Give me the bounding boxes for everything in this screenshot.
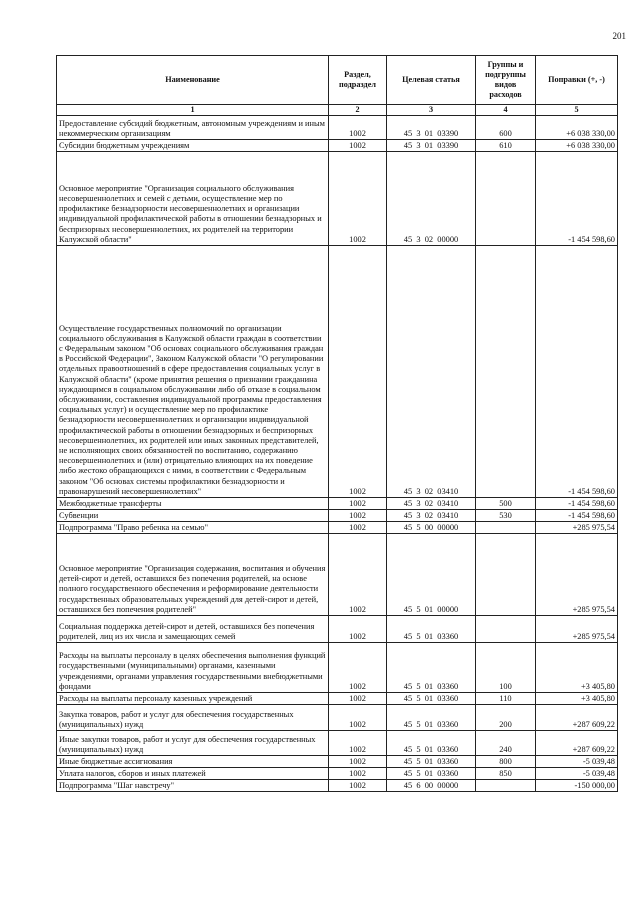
row-expense-group: 530 (476, 510, 536, 522)
page-number: 201 (612, 31, 626, 41)
table-row (57, 616, 618, 643)
header-amendments: Поправки (+, -) (536, 56, 618, 105)
row-name: Осуществление государственных полномочий по организации социального обслуживания в Калужской области граждан в соответствии с Федеральным законом "Об основах социального обслуживания граждан в Российской Федерации", Законом Калужской области "О регулировании отдельных правоотношений в сфере предоставления социальных услуг в Калужской области" (кроме принятия решения о признании гражданина нуждающимся в социальном обслуживании либо об отказе в социальном обслуживании, составления индивидуальной программы предоставления социальных услуг) и осуществление мер по профилактике безнадзорности несовершеннолетних и организации индивидуальной профилактической работы в отношении безнадзорных и беспризорных несовершеннолетних, их родителей или иных законных представителей, не исполняющих своих обязанностей по воспитанию, содержанию несовершеннолетних и (или) отрицательно влияющих на их поведение либо жестоко обращающихся с ними, в соответствии с Федеральным законом "Об основах системы профилактики безнадзорности и правонарушений несовершеннолетних" (57, 246, 329, 498)
row-name: Межбюджетные трансферты (57, 498, 329, 510)
row-name: Расходы на выплаты персоналу казенных учреждений (57, 693, 329, 705)
table-row (57, 768, 618, 780)
row-amount: +287 609,22 (536, 705, 618, 731)
column-number: 4 (476, 105, 536, 116)
row-section: 1002 (329, 693, 387, 705)
row-amount: -1 454 598,60 (536, 498, 618, 510)
row-target-item: 45 5 01 03360 (387, 705, 476, 731)
table-row (57, 705, 618, 731)
table-row (57, 246, 618, 498)
budget-amendments-table (56, 55, 618, 792)
row-target-item: 45 5 01 03360 (387, 768, 476, 780)
table-row (57, 534, 618, 616)
row-expense-group: 850 (476, 768, 536, 780)
row-target-item: 45 3 01 03390 (387, 140, 476, 152)
row-amount: +6 038 330,00 (536, 140, 618, 152)
row-section: 1002 (329, 768, 387, 780)
row-section: 1002 (329, 140, 387, 152)
row-target-item: 45 5 00 00000 (387, 522, 476, 534)
row-section: 1002 (329, 643, 387, 693)
row-amount: +285 975,54 (536, 522, 618, 534)
row-expense-group: 200 (476, 705, 536, 731)
row-amount: +6 038 330,00 (536, 116, 618, 140)
row-expense-group: 600 (476, 116, 536, 140)
row-amount: +285 975,54 (536, 534, 618, 616)
row-target-item: 45 3 01 03390 (387, 116, 476, 140)
row-name: Субсидии бюджетным учреждениям (57, 140, 329, 152)
row-section: 1002 (329, 510, 387, 522)
row-section: 1002 (329, 152, 387, 246)
table-row (57, 116, 618, 140)
column-number: 5 (536, 105, 618, 116)
row-name: Уплата налогов, сборов и иных платежей (57, 768, 329, 780)
row-expense-group (476, 534, 536, 616)
row-section: 1002 (329, 116, 387, 140)
row-expense-group (476, 522, 536, 534)
header-expense-groups: Группы и подгруппы видов расходов (476, 56, 536, 105)
row-target-item: 45 5 01 03360 (387, 616, 476, 643)
row-expense-group: 610 (476, 140, 536, 152)
row-expense-group (476, 246, 536, 498)
row-amount: -1 454 598,60 (536, 152, 618, 246)
row-amount: -150 000,00 (536, 780, 618, 792)
row-name: Основное мероприятие "Организация социального обслуживания несовершеннолетних и семей с детьми, осуществление мер по профилактике безнадзорности несовершеннолетних и организации индивидуальной профилактической работы в отношении безнадзорных и беспризорных несовершеннолетних, их родителей на территории Калужской области" (57, 152, 329, 246)
table-row (57, 510, 618, 522)
row-section: 1002 (329, 731, 387, 756)
table-row (57, 693, 618, 705)
row-section: 1002 (329, 534, 387, 616)
row-expense-group: 800 (476, 756, 536, 768)
row-target-item: 45 5 01 03360 (387, 731, 476, 756)
table-row (57, 643, 618, 693)
row-section: 1002 (329, 246, 387, 498)
column-number: 3 (387, 105, 476, 116)
table-row (57, 522, 618, 534)
row-target-item: 45 5 01 03360 (387, 756, 476, 768)
row-name: Подпрограмма "Право ребенка на семью" (57, 522, 329, 534)
row-amount: +3 405,80 (536, 693, 618, 705)
row-name: Социальная поддержка детей-сирот и детей, оставшихся без попечения родителей, лиц из их числа и замещающих семей (57, 616, 329, 643)
row-amount: +285 975,54 (536, 616, 618, 643)
row-name: Предоставление субсидий бюджетным, автономным учреждениям и иным некоммерческим организациям (57, 116, 329, 140)
row-expense-group: 100 (476, 643, 536, 693)
row-amount: -5 039,48 (536, 768, 618, 780)
row-target-item: 45 5 01 00000 (387, 534, 476, 616)
row-target-item: 45 3 02 03410 (387, 510, 476, 522)
row-amount: -5 039,48 (536, 756, 618, 768)
row-section: 1002 (329, 616, 387, 643)
column-number: 2 (329, 105, 387, 116)
row-name: Иные закупки товаров, работ и услуг для обеспечения государственных (муниципальных) нужд (57, 731, 329, 756)
row-expense-group (476, 616, 536, 643)
header-section: Раздел, подраздел (329, 56, 387, 105)
table-row (57, 756, 618, 768)
row-name: Иные бюджетные ассигнования (57, 756, 329, 768)
header-target-item: Целевая статья (387, 56, 476, 105)
row-expense-group: 500 (476, 498, 536, 510)
row-target-item: 45 6 00 00000 (387, 780, 476, 792)
row-name: Основное мероприятие "Организация содержания, воспитания и обучения детей-сирот и детей, оставшихся без попечения родителей, на основе полного государственного обеспечения и реформирование деятельности государственных образовательных учреждений для детей-сирот и детей, оставшихся без попечения родителей" (57, 534, 329, 616)
table-row (57, 498, 618, 510)
row-name: Закупка товаров, работ и услуг для обеспечения государственных (муниципальных) нужд (57, 705, 329, 731)
row-name: Расходы на выплаты персоналу в целях обеспечения выполнения функций государственными (муниципальными) органами, казенными учреждениями, органами управления государственными внебюджетными фондами (57, 643, 329, 693)
table-row (57, 780, 618, 792)
row-expense-group (476, 780, 536, 792)
table-row (57, 152, 618, 246)
row-expense-group (476, 152, 536, 246)
table-row (57, 140, 618, 152)
row-name: Подпрограмма "Шаг навстречу" (57, 780, 329, 792)
row-target-item: 45 3 02 03410 (387, 498, 476, 510)
row-target-item: 45 5 01 03360 (387, 693, 476, 705)
row-target-item: 45 5 01 03360 (387, 643, 476, 693)
row-target-item: 45 3 02 03410 (387, 246, 476, 498)
header-name: Наименование (57, 56, 329, 105)
table-row (57, 731, 618, 756)
row-amount: +287 609,22 (536, 731, 618, 756)
header-row (57, 56, 618, 105)
column-number-row (57, 105, 618, 116)
row-amount: -1 454 598,60 (536, 246, 618, 498)
row-expense-group: 110 (476, 693, 536, 705)
column-number: 1 (57, 105, 329, 116)
row-section: 1002 (329, 756, 387, 768)
row-section: 1002 (329, 498, 387, 510)
row-amount: -1 454 598,60 (536, 510, 618, 522)
row-section: 1002 (329, 705, 387, 731)
row-name: Субвенции (57, 510, 329, 522)
row-section: 1002 (329, 780, 387, 792)
row-expense-group: 240 (476, 731, 536, 756)
row-amount: +3 405,80 (536, 643, 618, 693)
row-section: 1002 (329, 522, 387, 534)
row-target-item: 45 3 02 00000 (387, 152, 476, 246)
